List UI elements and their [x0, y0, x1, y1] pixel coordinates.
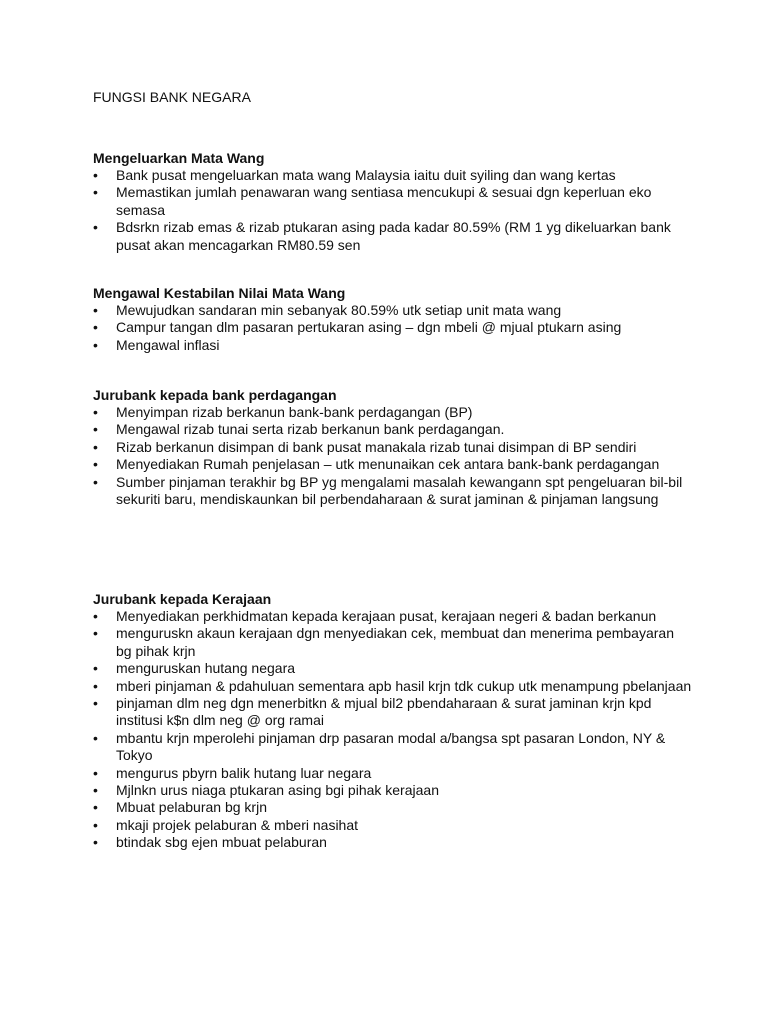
list-item: • Mbuat pelaburan bg krjn	[93, 799, 693, 816]
list-item: • Rizab berkanun disimpan di bank pusat manakala rizab tunai disimpan di BP sendiri	[93, 439, 693, 456]
bullet-list	[93, 608, 693, 852]
section-heading: Mengeluarkan Mata Wang	[93, 150, 265, 166]
section-mengawal-kestabilan	[93, 285, 693, 354]
bullet-list	[93, 302, 693, 354]
list-item: • Mengawal rizab tunai serta rizab berkanun bank perdagangan.	[93, 421, 693, 438]
list-item: • Bank pusat mengeluarkan mata wang Malaysia iaitu duit syiling dan wang kertas	[93, 167, 693, 184]
section-mengeluarkan-mata-wang	[93, 150, 693, 254]
list-item: • mberi pinjaman & pdahuluan sementara apb hasil krjn tdk cukup utk menampung pbelanjaan	[93, 678, 693, 695]
list-item: • Menyimpan rizab berkanun bank-bank perdagangan (BP)	[93, 404, 693, 421]
section-heading: Jurubank kepada bank perdagangan	[93, 387, 337, 403]
section-heading: Jurubank kepada Kerajaan	[93, 591, 272, 607]
list-item: • Mjlnkn urus niaga ptukaran asing bgi pihak kerajaan	[93, 782, 693, 799]
list-item: • Mewujudkan sandaran min sebanyak 80.59% utk setiap unit mata wang	[93, 302, 693, 319]
list-item: • mengurus pbyrn balik hutang luar negara	[93, 765, 693, 782]
list-item: • Mengawal inflasi	[93, 337, 693, 354]
list-item: • menguruskan hutang negara	[93, 660, 693, 677]
section-jurubank-kerajaan	[93, 591, 693, 852]
list-item: • Menyediakan Rumah penjelasan – utk menunaikan cek antara bank-bank perdagangan	[93, 456, 693, 473]
list-item: • menguruskn akaun kerajaan dgn menyediakan cek, membuat dan menerima pembayaran bg pihak krjn	[93, 625, 693, 660]
list-item: • Menyediakan perkhidmatan kepada kerajaan pusat, kerajaan negeri & badan berkanun	[93, 608, 693, 625]
bullet-list	[93, 167, 693, 254]
document-title: FUNGSI BANK NEGARA	[93, 89, 251, 105]
bullet-list	[93, 404, 693, 508]
list-item: • Campur tangan dlm pasaran pertukaran asing – dgn mbeli @ mjual ptukarn asing	[93, 319, 693, 336]
list-item: • Sumber pinjaman terakhir bg BP yg mengalami masalah kewangann spt pengeluaran bil-bil sekuriti baru, mendiskaunkan bil perbendaharaan & surat jaminan & pinjaman langsung	[93, 474, 693, 509]
section-heading: Mengawal Kestabilan Nilai Mata Wang	[93, 285, 346, 301]
section-jurubank-bank-perdagangan	[93, 387, 693, 508]
list-item: • pinjaman dlm neg dgn menerbitkn & mjual bil2 pbendaharaan & surat jaminan krjn kpd institusi k$n dlm neg @ org ramai	[93, 695, 693, 730]
list-item: • btindak sbg ejen mbuat pelaburan	[93, 834, 693, 851]
list-item: • mkaji projek pelaburan & mberi nasihat	[93, 817, 693, 834]
list-item: • mbantu krjn mperolehi pinjaman drp pasaran modal a/bangsa spt pasaran London, NY & Tokyo	[93, 730, 693, 765]
list-item: • Memastikan jumlah penawaran wang sentiasa mencukupi & sesuai dgn keperluan eko semasa	[93, 184, 693, 219]
list-item: • Bdsrkn rizab emas & rizab ptukaran asing pada kadar 80.59% (RM 1 yg dikeluarkan bank pusat akan mencagarkan RM80.59 sen	[93, 219, 693, 254]
